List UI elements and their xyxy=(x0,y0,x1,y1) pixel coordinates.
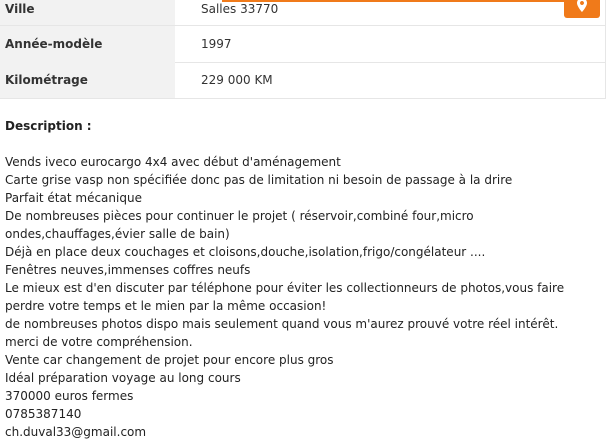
description-line: De nombreuses pièces pour continuer le projet ( réservoir,combiné four,micro ondes,chauffages,évier salle de bain) xyxy=(5,209,474,241)
email-link[interactable]: ch.duval33@gmail.com xyxy=(5,425,147,439)
spec-label-model-year: Année-modèle xyxy=(0,26,175,62)
show-map-button[interactable] xyxy=(564,0,600,18)
description-line: Vente car changement de projet pour encore plus gros xyxy=(5,353,334,367)
description-line: Carte grise vasp non spécifiée donc pas de limitation ni besoin de passage à la drire xyxy=(5,173,513,187)
description-section xyxy=(5,117,601,441)
description-line: Vends iveco eurocargo 4x4 avec début d'aménagement xyxy=(5,155,341,169)
spec-label-city: Ville xyxy=(0,0,175,25)
description-title: Description : xyxy=(5,119,92,133)
map-pin-icon xyxy=(577,0,587,12)
description-line: Parfait état mécanique xyxy=(5,191,142,205)
spec-row-model-year xyxy=(0,26,606,63)
spec-row-mileage xyxy=(0,62,606,99)
spec-label-mileage: Kilométrage xyxy=(0,62,175,98)
spec-value-city: Salles 33770 xyxy=(201,2,279,16)
description-line: 0785387140 xyxy=(5,407,82,421)
description-line: de nombreuses photos dispo mais seulement quand vous m'aurez prouvé votre réel intérêt. xyxy=(5,317,559,331)
spec-value-model-year: 1997 xyxy=(201,37,232,51)
description-body xyxy=(5,153,601,441)
description-line: 370000 euros fermes xyxy=(5,389,134,403)
description-line: Idéal préparation voyage au long cours xyxy=(5,371,241,385)
spec-value-mileage: 229 000 KM xyxy=(201,73,273,87)
description-line: Le mieux est d'en discuter par téléphone pour éviter les collectionneurs de photos,vous faire perdre votre temps et le mien par la même occasion! xyxy=(5,281,565,313)
spec-row-city xyxy=(0,0,606,26)
description-line: Déjà en place deux couchages et cloisons,douche,isolation,frigo/congélateur .... xyxy=(5,245,486,259)
description-line: merci de votre compréhension. xyxy=(5,335,193,349)
description-line: Fenêtres neuves,immenses coffres neufs xyxy=(5,263,251,277)
